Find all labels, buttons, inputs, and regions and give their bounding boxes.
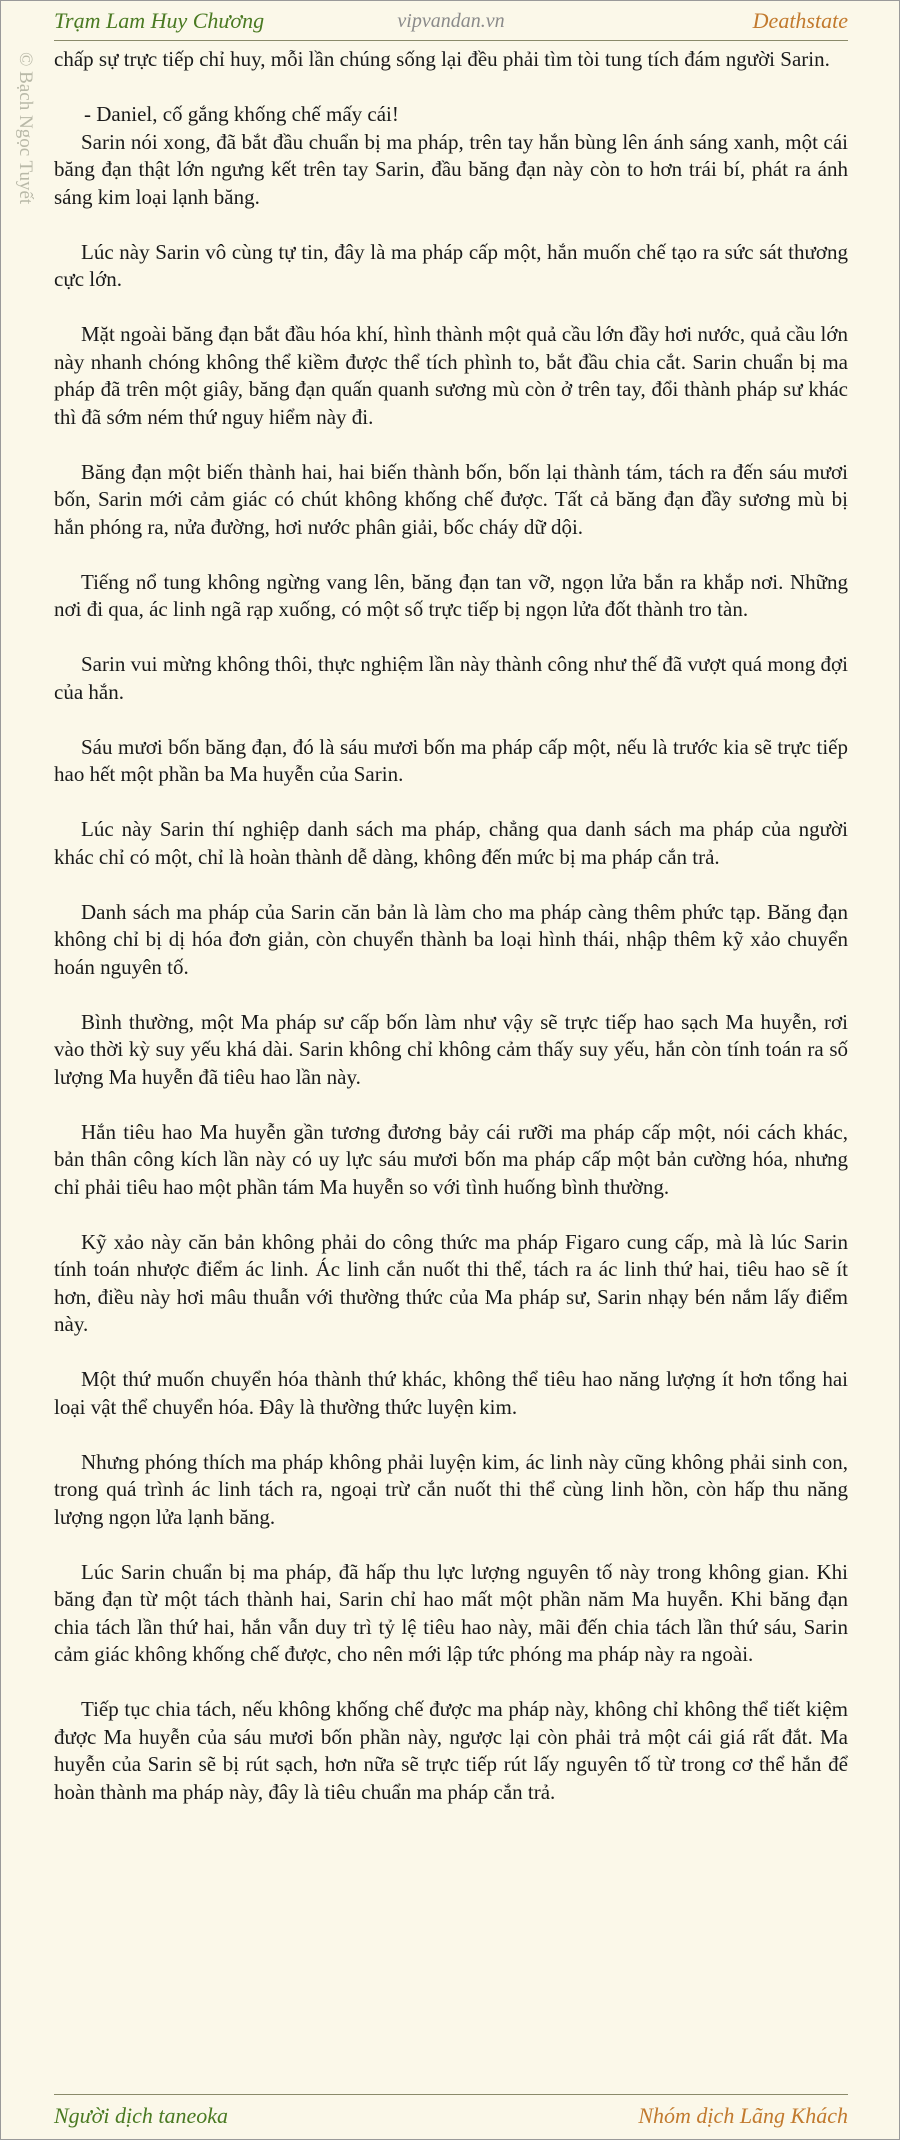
dialogue-line: - Daniel, cố gắng khống chế mấy cái! — [84, 102, 399, 126]
page-header — [54, 8, 848, 41]
paragraph: Nhưng phóng thích ma pháp không phải luyện kim, ác linh này cũng không phải sinh con, trong quá trình ác linh tách ra, ngoại trừ cắn nuốt thi thể cùng linh hồn, còn hấp thu năng lượng ngọn lửa lạnh băng. — [54, 1449, 848, 1529]
page-footer — [54, 2094, 848, 2133]
paragraph: Mặt ngoài băng đạn bắt đầu hóa khí, hình thành một quả cầu lớn đầy hơi nước, quả cầu lớn này nhanh chóng không thể kiềm được thể tích phình to, bắt đầu chia cắt. Sarin chuẩn bị ma pháp đã trên một giây, băng đạn quấn quanh sương mù còn ở trên tay, đổi thành pháp sư khác thì đã sớm ném thứ nguy hiểm này đi. — [54, 322, 848, 429]
paragraph: Sarin nói xong, đã bắt đầu chuẩn bị ma pháp, trên tay hắn bùng lên ánh sáng xanh, một cái băng đạn thật lớn ngưng kết trên tay Sarin, đầu băng đạn này còn to hơn trái bí, phát ra ánh sáng kim loại lạnh băng. — [54, 129, 848, 209]
chapter-body — [54, 46, 848, 1834]
paragraph: Một thứ muốn chuyển hóa thành thứ khác, không thể tiêu hao năng lượng ít hơn tổng hai loại vật thể chuyển hóa. Đây là thường thức luyện kim. — [54, 1367, 848, 1419]
paragraph: Tiếp tục chia tách, nếu không khống chế được ma pháp này, không chỉ không thể tiết kiệm được Ma huyễn của sáu mươi bốn phần này, ngược lại còn phải trả một cái giá rất đắt. Ma huyễn của Sarin sẽ bị rút sạch, hơn nữa sẽ trực tiếp rút lấy nguyên tố từ trong cơ thể hắn để hoàn thành ma pháp này, đây là tiêu chuẩn ma pháp cắn trả. — [54, 1697, 848, 1804]
paragraph: Sarin vui mừng không thôi, thực nghiệm lần này thành công như thế đã vượt quá mong đợi của hắn. — [54, 652, 848, 704]
paragraph: Kỹ xảo này căn bản không phải do công thức ma pháp Figaro cung cấp, mà là lúc Sarin tính toán nhược điểm ác linh. Ác linh cắn nuốt thi thể, tách ra ác linh thứ hai, tiêu hao sẽ ít hơn, điều này hơi mâu thuẫn với thường thức của Ma pháp sư, Sarin nhạy bén nắm lấy điểm này. — [54, 1229, 848, 1336]
paragraph: Sáu mươi bốn băng đạn, đó là sáu mươi bốn ma pháp cấp một, nếu là trước kia sẽ trực tiếp hao hết một phần ba Ma huyễn của Sarin. — [54, 734, 848, 786]
paragraph: Tiếng nổ tung không ngừng vang lên, băng đạn tan vỡ, ngọn lửa bắn ra khắp nơi. Những nơi đi qua, ác linh ngã rạp xuống, có một số trực tiếp bị ngọn lửa đốt thành tro tàn. — [54, 569, 848, 621]
copyright-sidebar — [12, 52, 38, 262]
copyright-text: © Bạch Ngọc Tuyết — [15, 52, 36, 205]
paragraph: Lúc này Sarin vô cùng tự tin, đây là ma pháp cấp một, hắn muốn chế tạo ra sức sát thương cực lớn. — [54, 239, 848, 291]
translation-group-credit: Nhóm dịch Lãng Khách — [638, 2103, 848, 2128]
paragraph: Lúc này Sarin thí nghiệp danh sách ma pháp, chẳng qua danh sách ma pháp của người khác chỉ có một, chỉ là hoàn thành dễ dàng, không đến mức bị ma pháp cắn trả. — [54, 817, 848, 869]
paragraph: Lúc Sarin chuẩn bị ma pháp, đã hấp thu lực lượng nguyên tố này trong không gian. Khi băng đạn từ một tách thành hai, Sarin chỉ hao mất một phần năm Ma huyễn. Khi băng đạn chia tách lần thứ hai, hắn vẫn duy trì tỷ lệ tiêu hao này, mãi đến chia tách lần thứ sáu, Sarin cảm giác không khống chế được, cho nên mới lập tức phóng ma pháp này ra ngoài. — [54, 1559, 848, 1666]
paragraph: Bình thường, một Ma pháp sư cấp bốn làm như vậy sẽ trực tiếp hao sạch Ma huyễn, rơi vào thời kỳ suy yếu khá dài. Sarin không chỉ không cảm thấy suy yếu, hắn còn tính toán ra số lượng Ma huyễn đã tiêu hao lần này. — [54, 1009, 848, 1089]
paragraph: Băng đạn một biến thành hai, hai biến thành bốn, bốn lại thành tám, tách ra đến sáu mươi bốn, Sarin mới cảm giác có chút không khống chế được. Tất cả băng đạn đầy sương mù bị hắn phóng ra, nửa đường, hơi nước phân giải, bốc cháy dữ dội. — [54, 459, 848, 539]
book-title: Deathstate — [752, 8, 848, 33]
site-url: vipvandan.vn — [397, 10, 505, 32]
paragraph: Hắn tiêu hao Ma huyễn gần tương đương bảy cái rưỡi ma pháp cấp một, nói cách khác, bản thân công kích lần này có uy lực sáu mươi bốn ma pháp cấp một bản cường hóa, nhưng chỉ phải tiêu hao một phần tám Ma huyễn so với tình huống bình thường. — [54, 1119, 848, 1199]
site-name: Trạm Lam Huy Chương — [54, 8, 265, 33]
paragraph: Danh sách ma pháp của Sarin căn bản là làm cho ma pháp càng thêm phức tạp. Băng đạn không chỉ bị dị hóa đơn giản, còn chuyển thành ba loại hình thái, nhập thêm kỹ xảo chuyển hoán nguyên tố. — [54, 899, 848, 979]
paragraph: chấp sự trực tiếp chỉ huy, mỗi lần chúng sống lại đều phải tìm tòi tung tích đám người Sarin. — [54, 47, 830, 71]
translator-credit: Người dịch taneoka — [54, 2103, 229, 2128]
